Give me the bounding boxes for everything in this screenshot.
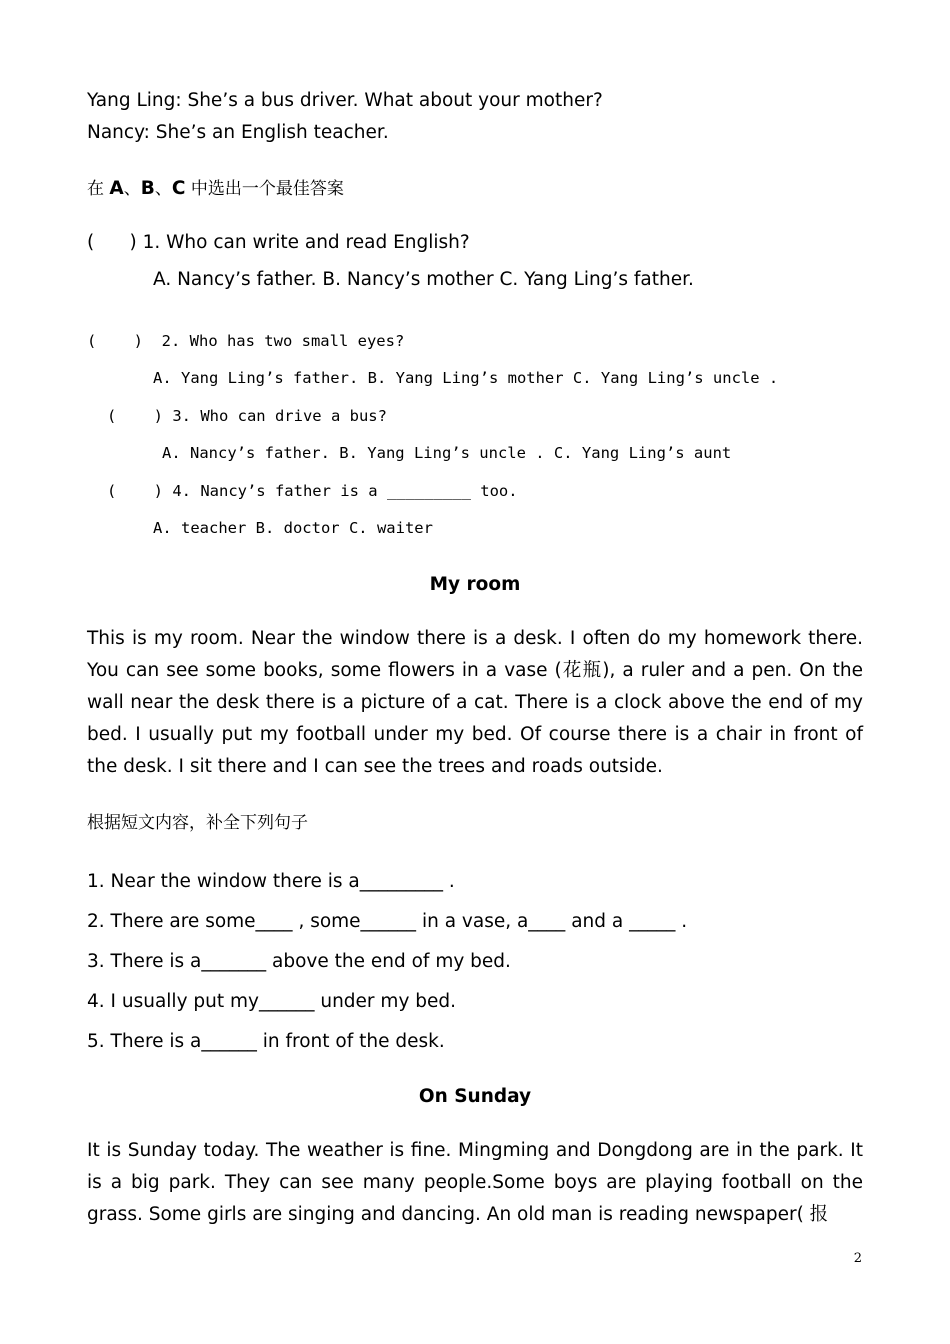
dialog-line-2: Nancy: She’s an English teacher.	[87, 122, 389, 143]
option-c-label: C	[171, 178, 186, 199]
question-2-options: A. Yang Ling’s father. B. Yang Ling’s mother C. Yang Ling’s uncle .	[153, 369, 779, 387]
question-3: ( ) 3. Who can drive a bus?	[107, 407, 387, 425]
fill-in-item-5: 5. There is a______ in front of the desk.	[87, 1031, 445, 1052]
question-1-options: A. Nancy’s father. B. Nancy’s mother C. Yang Ling’s father.	[153, 269, 694, 290]
separator: 、	[154, 179, 172, 199]
fill-in-instruction: 根据短文内容，补全下列句子	[87, 813, 308, 833]
question-4-options: A. teacher B. doctor C. waiter	[153, 519, 433, 537]
choice-instruction	[87, 180, 344, 199]
section-title-my-room: My room	[429, 574, 521, 595]
dialog-line-1: Yang Ling: She’s a bus driver. What about your mother?	[87, 90, 603, 111]
option-b-label: B	[140, 178, 155, 199]
question-1: ( ) 1. Who can write and read English?	[87, 232, 470, 253]
fill-in-item-4: 4. I usually put my______ under my bed.	[87, 991, 457, 1012]
on-sunday-paragraph: It is Sunday today. The weather is fine. Mingming and Dongdong are in the park. It is a big park. They can see many people.Some boys are playing football on the grass. Some girls are singing and dancing. An old man is reading newspaper( 报	[87, 1140, 863, 1225]
fill-in-item-3: 3. There is a_______ above the end of my bed.	[87, 951, 511, 972]
section-title-on-sunday: On Sunday	[418, 1086, 532, 1107]
page-number: 2	[853, 1251, 862, 1266]
option-a-label: A	[109, 178, 124, 199]
fill-in-item-1: 1. Near the window there is a_________ .	[87, 871, 455, 892]
question-2: ( ) 2. Who has two small eyes?	[87, 332, 405, 350]
question-4: ( ) 4. Nancy’s father is a _________ too.	[107, 482, 518, 500]
my-room-paragraph: This is my room. Near the window there is a desk. I often do my homework there. You can see some books, some flowers in a vase (花瓶), a ruler and a pen. On the wall near the desk there is a picture of a cat. There is a clock above the end of my bed. I usually put my football under my bed. Of course there is a chair in front of the desk. I sit there and I can see the trees and roads outside.	[87, 628, 863, 777]
instruction-prefix: 在	[87, 179, 110, 199]
question-3-options: A. Nancy’s father. B. Yang Ling’s uncle . C. Yang Ling’s aunt	[162, 444, 732, 462]
instruction-suffix: 中选出一个最佳答案	[185, 179, 344, 199]
separator: 、	[123, 179, 141, 199]
fill-in-item-2: 2. There are some____ , some______ in a vase, a____ and a _____ .	[87, 911, 688, 932]
